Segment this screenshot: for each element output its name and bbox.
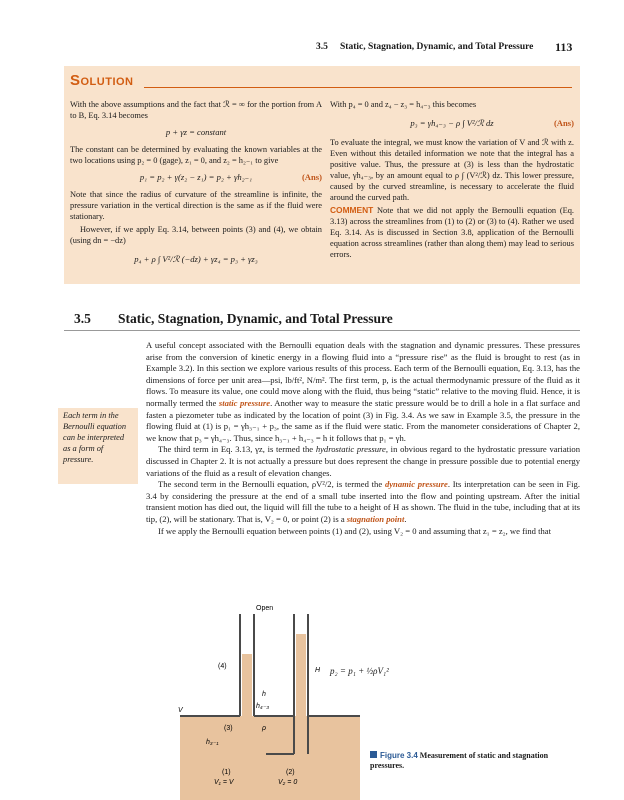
- figure-caption: [370, 751, 580, 771]
- figure-3-4: [170, 604, 370, 800]
- answer-tag: (Ans): [553, 118, 574, 128]
- label-V: V: [178, 707, 183, 714]
- section-title: Static, Stagnation, Dynamic, and Total Pressure: [118, 311, 393, 326]
- body-para-1: [146, 340, 580, 444]
- caption-text: Measurement of static and stagnation pressures.: [370, 751, 549, 770]
- body-para-2a: The third term in Eq. 3.13, γz, is termed the: [158, 444, 314, 455]
- body-para-2b: , in obvious regard to the hydrostatic pressure variation discussed in Chapter 2. It is not actually a pressure but does represent the change in pressure possible due to potential energy variations of the fluid as a result of elevation changes.: [146, 444, 580, 478]
- label-open: Open: [256, 605, 274, 612]
- term-static-pressure: static pressure: [218, 397, 271, 408]
- label-point-2: (2): [286, 769, 295, 776]
- label-h: h: [262, 691, 266, 698]
- section-number: 3.5: [74, 311, 91, 326]
- solution-eq-p3: [330, 118, 574, 129]
- body-para-1a: A useful concept associated with the Bernoulli equation deals with the stagnation and dynamic pressures. These pressures arise from the conversion of kinetic energy in a flowing fluid into a “pressure rise” as the fluid is brought to rest (as in Example 3.2). In this section we explore various results of this process. Each term of the Bernoulli equation, Eq. 3.13, has the dimensions of force per unit area—psi, lb/ft², N/m². The first term, p, is the actual thermodynamic pressure of the fluid as it flows. To measure its value, one could move along with the fluid, thus being “static” relative to the moving fluid. Hence, it is normally termed the: [146, 340, 580, 408]
- solution-right-p1: With p₄ = 0 and z₄ − z₃ = h₄₋₃ this becomes: [330, 100, 477, 109]
- body-para-3a: The second term in the Bernoulli equation, ρV²/2, is termed the: [158, 479, 383, 490]
- label-h31: h₃₋₁: [206, 739, 219, 746]
- body-para-4: If we apply the Bernoulli equation between points (1) and (2), using V₂ = 0 and assuming that z₁ = z₂, we find that: [158, 525, 551, 536]
- term-stagnation-point: stagnation point: [346, 513, 405, 524]
- label-point-3: (3): [224, 725, 233, 732]
- solution-eq-p1: [70, 172, 322, 183]
- flowing-fluid: [180, 716, 360, 800]
- stagnation-equation: p₂ = p₁ + ½ρV₁²: [330, 666, 389, 676]
- answer-tag: (Ans): [301, 172, 322, 182]
- solution-comment: [330, 205, 574, 260]
- solution-left-p4: However, if we apply Eq. 3.14, between points (3) and (4), we obtain (using dn = −dz): [70, 225, 322, 245]
- label-V2: V₂ = 0: [278, 779, 298, 786]
- solution-left-column: [70, 99, 322, 271]
- solution-eq-p1-text: p₁ = p₂ + γ(z₂ − z₁) = p₂ + γh₂₋₁: [139, 172, 253, 182]
- piezometer-fluid: [242, 654, 252, 716]
- label-H: H: [315, 667, 321, 674]
- pitot-fluid: [296, 634, 306, 716]
- label-point-1: (1): [222, 769, 231, 776]
- solution-left-p1: With the above assumptions and the fact that ℛ = ∞ for the portion from A to B, Eq. 3.14 becomes: [70, 100, 322, 120]
- term-dynamic-pressure: dynamic pressure: [384, 479, 448, 490]
- label-h43: h₄₋₃: [256, 703, 270, 710]
- solution-eq-constant: p + γz = constant: [165, 127, 227, 137]
- body-para-2: [146, 444, 580, 479]
- solution-title: Solution: [70, 72, 134, 89]
- header-section-number: 3.5: [316, 42, 328, 52]
- header-section-title: Static, Stagnation, Dynamic, and Total Pressure: [340, 42, 534, 52]
- caption-figure-number: Figure 3.4: [380, 751, 418, 760]
- margin-note: Each term in the Bernoulli equation can be interpreted as a form of pressure.: [58, 408, 138, 484]
- solution-right-p2: To evaluate the integral, we must know the variation of V and ℛ with z. Even without this detailed information we note that the integral has a positive value. Thus, the pressure at (3) is less than the hydrostatic value, γh₄₋₃, by an amount equal to ρ ∫ (V²/ℛ) dz. This lower pressure, caused by the curved streamline, is necessary to accelerate the fluid around the curved path.: [330, 138, 574, 202]
- label-V1: V₁ = V: [214, 779, 234, 786]
- page-number: 113: [555, 40, 573, 54]
- solution-eq-integral-left: p₄ + ρ ∫ V²/ℛ (−dz) + γz₄ = p₃ + γz₃: [134, 254, 258, 264]
- pitot-inner: [296, 716, 306, 752]
- solution-rule: [144, 87, 572, 88]
- body-para-3c: .: [404, 513, 407, 524]
- section-rule: [64, 330, 580, 331]
- solution-right-column: [330, 99, 574, 262]
- solution-eq-p3-text: p₃ = γh₄₋₃ − ρ ∫ V²/ℛ dz: [410, 118, 494, 128]
- body-para-1b: . Another way to measure the static pressure would be to drill a hole in a flat surface and fasten a piezometer tube as indicated by the location of point (3) in Fig. 3.4. As we saw in Example 3.5, the pressure in the flowing fluid at (1) is p₁ = γh₃₋₁ + p₃, the same as if the fluid were static. From the manometer considerations of Chapter 2, we know that p₃ = γh₄₋₃. Thus, since h₃₋₁ + h₄₋₃ = h it follows that p₁ = γh.: [146, 397, 580, 443]
- comment-text: Note that we did not apply the Bernoulli equation (Eq. 3.13) across the streamlines from (1) to (2) or (3) to (4). Rather we used Eq. 3.14. As is discussed in Section 3.8, application of the Bernoulli equation across streamlines (rather than along them) may lead to serious errors.: [330, 206, 575, 259]
- label-point-4: (4): [218, 663, 227, 670]
- caption-square-icon: [370, 751, 377, 758]
- body-para-3b: . Its interpretation can be seen in Fig. 3.4 by considering the pressure at the end of a small tube inserted into the flow and pointing upstream. After the initial transient motion has died out, the liquid will fill the tube to a height of H as shown. The fluid in the tube, including that at its tip, (2), will be stationary. That is, V₂ = 0, or point (2) is a: [146, 479, 580, 524]
- solution-left-p3: Note that since the radius of curvature of the streamline is infinite, the pressure variation in the vertical direction is the same as if the fluid were stationary.: [70, 190, 322, 221]
- term-hydrostatic-pressure: hydrostatic pressure: [315, 444, 386, 455]
- solution-left-p2: The constant can be determined by evaluating the known variables at the two locations using p₂ = 0 (gage), z₁ = 0, and z₂ = h₂₋₁ to give: [70, 145, 322, 165]
- section-body: [146, 340, 580, 537]
- body-para-3: [146, 479, 580, 525]
- label-rho: ρ: [262, 725, 267, 732]
- comment-label: COMMENT: [330, 205, 374, 215]
